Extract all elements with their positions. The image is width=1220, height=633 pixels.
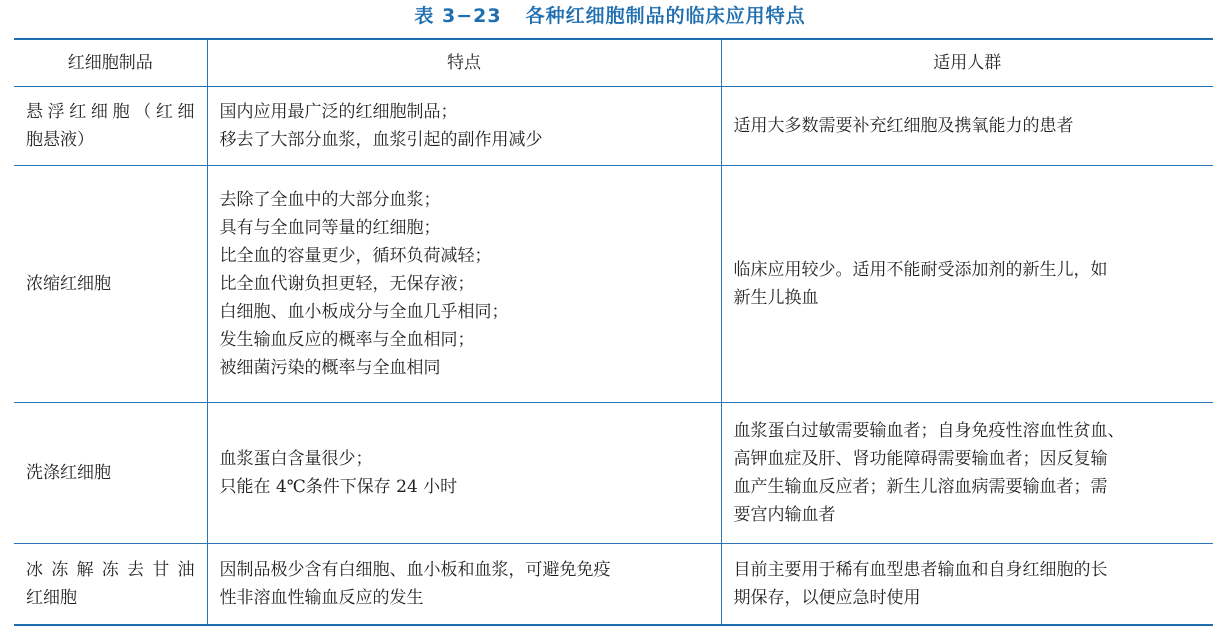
product-line: 悬浮红细胞（红细 [26, 102, 195, 122]
population-cell [721, 544, 1213, 626]
population-line: 血浆蛋白过敏需要输血者；自身免疫性溶血性贫血、 [733, 421, 1125, 441]
feature-line: 只能在 4℃条件下保存 24 小时 [219, 477, 458, 497]
features-cell [207, 403, 721, 544]
header-population: 适用人群 [721, 39, 1213, 87]
feature-line: 比全血代谢负担更轻，无保存液； [219, 274, 475, 294]
feature-line: 移去了大部分血浆，血浆引起的副作用减少 [219, 130, 543, 150]
header-product: 红细胞制品 [14, 39, 207, 87]
product-line: 胞悬液） [26, 130, 94, 150]
features-cell [207, 87, 721, 166]
feature-line: 白细胞、血小板成分与全血几乎相同； [219, 302, 509, 322]
header-row [14, 39, 1213, 87]
product-line: 冰冻解冻去甘油 [26, 560, 195, 580]
table-title: 各种红细胞制品的临床应用特点 [525, 5, 806, 27]
feature-line: 因制品极少含有白细胞、血小板和血浆，可避免免疫 [219, 560, 611, 580]
product-line: 浓缩红细胞 [26, 274, 111, 294]
red-cell-products-table [14, 38, 1213, 626]
feature-line: 具有与全血同等量的红细胞； [219, 218, 441, 238]
feature-line: 去除了全血中的大部分血浆； [219, 190, 441, 210]
feature-line: 比全血的容量更少，循环负荷减轻； [219, 246, 492, 266]
product-cell [14, 166, 207, 403]
population-cell [721, 403, 1213, 544]
product-cell [14, 544, 207, 626]
features-cell [207, 166, 721, 403]
product-cell [14, 403, 207, 544]
table-number: 表 3−23 [414, 5, 502, 27]
table-row [14, 403, 1213, 544]
population-line: 临床应用较少。适用不能耐受添加剂的新生儿，如 [733, 260, 1108, 280]
table-row [14, 544, 1213, 626]
feature-line: 性非溶血性输血反应的发生 [219, 588, 424, 608]
table-row [14, 166, 1213, 403]
product-cell [14, 87, 207, 166]
population-line: 高钾血症及肝、肾功能障碍需要输血者；因反复输 [733, 449, 1108, 469]
population-line: 适用大多数需要补充红细胞及携氧能力的患者 [733, 116, 1074, 136]
population-line: 要宫内输血者 [733, 505, 836, 525]
table-caption [0, 4, 1220, 28]
feature-line: 国内应用最广泛的红细胞制品； [219, 102, 458, 122]
population-line: 目前主要用于稀有血型患者输血和自身红细胞的长 [733, 560, 1108, 580]
feature-line: 血浆蛋白含量很少； [219, 449, 373, 469]
header-features: 特点 [207, 39, 721, 87]
feature-line: 发生输血反应的概率与全血相同； [219, 330, 475, 350]
population-cell [721, 166, 1213, 403]
product-line: 红细胞 [26, 588, 77, 608]
table-row [14, 87, 1213, 166]
population-line: 血产生输血反应者；新生儿溶血病需要输血者；需 [733, 477, 1108, 497]
population-line: 期保存，以便应急时使用 [733, 588, 921, 608]
product-line: 洗涤红细胞 [26, 463, 111, 483]
population-cell [721, 87, 1213, 166]
feature-line: 被细菌污染的概率与全血相同 [219, 358, 441, 378]
features-cell [207, 544, 721, 626]
population-line: 新生儿换血 [733, 288, 819, 308]
